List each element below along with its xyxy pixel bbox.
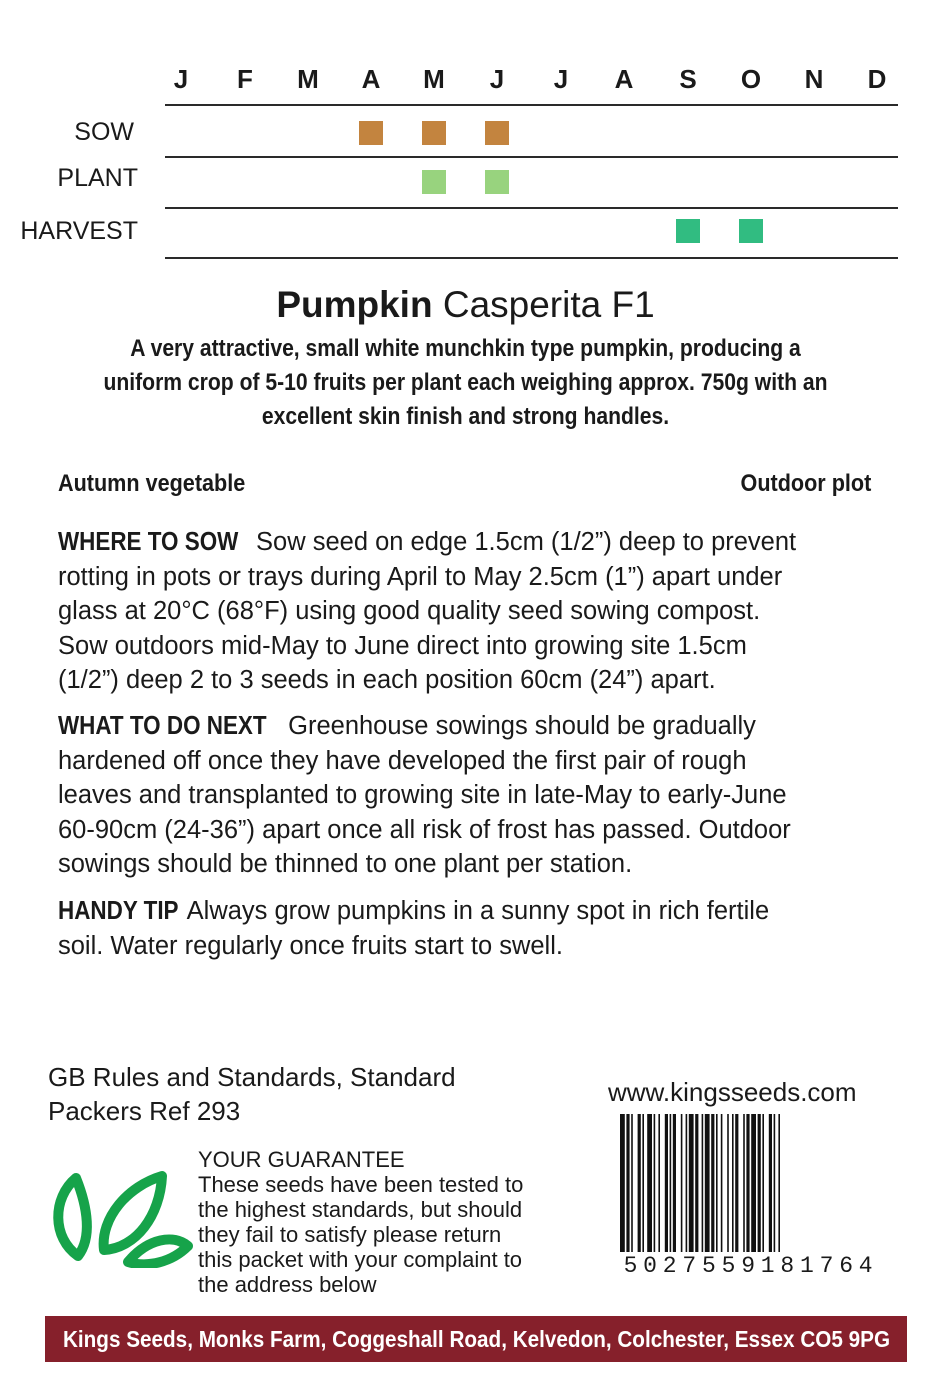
website-link[interactable]: www.kingsseeds.com bbox=[608, 1077, 857, 1107]
sowing-calendar bbox=[0, 0, 931, 270]
guarantee-line: the highest standards, but should bbox=[198, 1197, 523, 1222]
section-text: 60-90cm (24-36”) apart once all risk of frost has passed. Outdoor bbox=[58, 815, 791, 844]
month-label: A bbox=[361, 64, 381, 94]
guarantee-line: the address below bbox=[198, 1272, 377, 1297]
company-address: Kings Seeds, Monks Farm, Coggeshall Road, Kelvedon, Colchester, Essex CO5 9PG bbox=[62, 1325, 890, 1352]
sow-mark bbox=[485, 121, 509, 145]
section-text: rotting in pots or trays during April to May 2.5cm (1”) apart under bbox=[58, 562, 783, 591]
product-name: Pumpkin bbox=[276, 284, 433, 325]
month-label: J bbox=[173, 64, 189, 94]
harvest-mark bbox=[739, 219, 763, 243]
harvest-mark bbox=[676, 219, 700, 243]
calendar-divider bbox=[165, 156, 898, 158]
month-label: O bbox=[740, 64, 762, 94]
month-label: D bbox=[867, 64, 887, 94]
standards-line: Packers Ref 293 bbox=[48, 1096, 241, 1126]
month-label: M bbox=[297, 64, 319, 94]
guarantee-line: they fail to satisfy please return bbox=[198, 1222, 502, 1247]
calendar-divider bbox=[165, 207, 898, 209]
section-text: hardened off once they have developed the first pair of rough bbox=[58, 746, 747, 775]
standards-note bbox=[48, 1060, 456, 1128]
location-tag: Outdoor plot bbox=[740, 470, 871, 497]
row-label-sow: SOW bbox=[74, 118, 134, 146]
calendar-divider bbox=[165, 257, 898, 259]
month-label: A bbox=[614, 64, 634, 94]
what-to-do-next-section bbox=[58, 709, 903, 882]
address-bar bbox=[45, 1316, 907, 1362]
description-line: A very attractive, small white munchkin type pumpkin, producing a bbox=[130, 335, 801, 362]
month-label: F bbox=[237, 64, 253, 94]
leaf-logo-icon bbox=[48, 1168, 193, 1268]
guarantee-heading: YOUR GUARANTEE bbox=[198, 1147, 405, 1172]
section-heading: WHAT TO DO NEXT bbox=[58, 712, 267, 740]
where-to-sow-section bbox=[58, 525, 903, 698]
row-label-harvest: HARVEST bbox=[20, 217, 138, 245]
guarantee-line: These seeds have been tested to bbox=[198, 1172, 524, 1197]
guarantee-notice bbox=[198, 1147, 523, 1297]
standards-line: GB Rules and Standards, Standard bbox=[48, 1062, 456, 1092]
month-label: M bbox=[423, 64, 445, 94]
handy-tip-section bbox=[58, 894, 903, 963]
sow-mark bbox=[359, 121, 383, 145]
guarantee-line: this packet with your complaint to bbox=[198, 1247, 523, 1272]
month-label: J bbox=[553, 64, 569, 94]
sow-mark bbox=[422, 121, 446, 145]
section-text: soil. Water regularly once fruits start to swell. bbox=[58, 931, 563, 960]
description-line: excellent skin finish and strong handles. bbox=[261, 403, 670, 430]
section-text: Sow seed on edge 1.5cm (1/2”) deep to prevent bbox=[248, 528, 797, 556]
calendar-divider bbox=[165, 104, 898, 106]
section-text: Sow outdoors mid-May to June direct into growing site 1.5cm bbox=[58, 631, 747, 660]
row-label-plant: PLANT bbox=[57, 164, 138, 192]
description-line: uniform crop of 5-10 fruits per plant each weighing approx. 750g with an bbox=[103, 369, 828, 396]
product-title bbox=[0, 284, 931, 326]
section-heading: WHERE TO SOW bbox=[58, 528, 239, 556]
section-text: Greenhouse sowings should be gradually bbox=[281, 712, 756, 740]
section-text: leaves and transplanted to growing site in late-May to early-June bbox=[58, 781, 787, 809]
section-text: Always grow pumpkins in a sunny spot in rich fertile bbox=[180, 897, 770, 925]
section-text: (1/2”) deep 2 to 3 seeds in each position 60cm (24”) apart. bbox=[58, 666, 716, 694]
product-description bbox=[91, 332, 840, 434]
month-label: J bbox=[489, 64, 505, 94]
month-label: S bbox=[679, 64, 697, 94]
plant-mark bbox=[485, 170, 509, 194]
month-label: N bbox=[804, 64, 824, 94]
category-tag: Autumn vegetable bbox=[58, 470, 246, 497]
section-text: sowings should be thinned to one plant per station. bbox=[58, 850, 633, 878]
barcode-number: 5027559181764 bbox=[623, 1253, 879, 1279]
section-heading: HANDY TIP bbox=[58, 897, 179, 925]
section-text: glass at 20°C (68°F) using good quality seed sowing compost. bbox=[58, 597, 761, 625]
barcode-icon bbox=[618, 1114, 884, 1259]
variety-name: Casperita F1 bbox=[432, 284, 655, 325]
plant-mark bbox=[422, 170, 446, 194]
